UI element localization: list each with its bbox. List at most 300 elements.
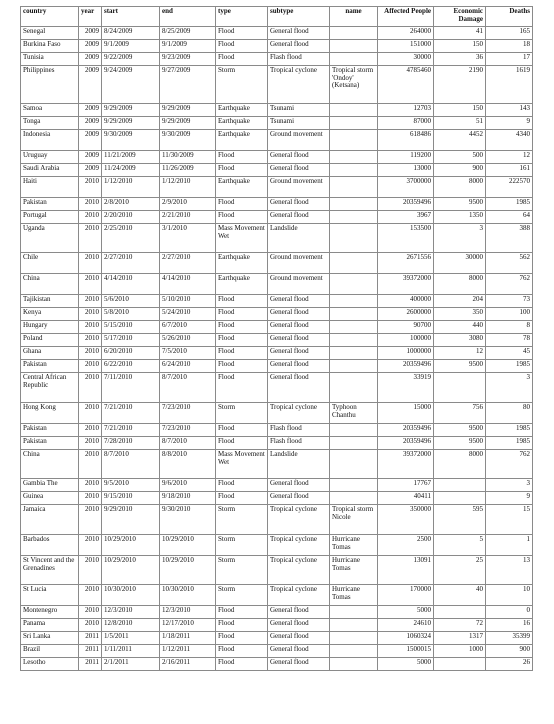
cell-economic-damage (434, 479, 486, 492)
cell-end: 6/7/2010 (160, 321, 216, 334)
cell-affected-people: 2671556 (378, 253, 434, 274)
cell-deaths: 9 (486, 117, 533, 130)
cell-economic-damage: 204 (434, 295, 486, 308)
cell-deaths: 16 (486, 619, 533, 632)
cell-end: 11/26/2009 (160, 164, 216, 177)
cell-year: 2009 (79, 130, 102, 151)
cell-year: 2009 (79, 164, 102, 177)
table-row (21, 130, 533, 151)
cell-start: 8/7/2010 (102, 450, 160, 479)
cell-deaths: 1619 (486, 66, 533, 104)
cell-start: 11/21/2009 (102, 151, 160, 164)
cell-end: 8/7/2010 (160, 437, 216, 450)
cell-affected-people: 20359496 (378, 424, 434, 437)
cell-deaths: 900 (486, 645, 533, 658)
cell-country: Indonesia (21, 130, 79, 151)
cell-deaths: 165 (486, 27, 533, 40)
cell-type: Flood (216, 295, 268, 308)
cell-end: 12/3/2010 (160, 606, 216, 619)
cell-type: Flood (216, 424, 268, 437)
cell-end: 11/30/2009 (160, 151, 216, 164)
cell-year: 2010 (79, 224, 102, 253)
cell-end: 9/30/2009 (160, 130, 216, 151)
cell-country: Burkina Faso (21, 40, 79, 53)
cell-name (330, 373, 378, 403)
cell-start: 6/20/2010 (102, 347, 160, 360)
cell-country: Tonga (21, 117, 79, 130)
cell-name: Hurricane Tomas (330, 585, 378, 606)
cell-name: Hurricane Tomas (330, 535, 378, 556)
cell-end: 6/24/2010 (160, 360, 216, 373)
cell-country: Brazil (21, 645, 79, 658)
cell-country: Barbados (21, 535, 79, 556)
cell-type: Flood (216, 492, 268, 505)
cell-start: 10/29/2010 (102, 535, 160, 556)
cell-affected-people: 2500 (378, 535, 434, 556)
cell-year: 2010 (79, 177, 102, 198)
cell-end: 7/23/2010 (160, 424, 216, 437)
cell-start: 7/28/2010 (102, 437, 160, 450)
cell-subtype: Tropical cyclone (268, 556, 330, 585)
cell-economic-damage: 40 (434, 585, 486, 606)
cell-deaths: 0 (486, 606, 533, 619)
cell-end: 1/12/2011 (160, 645, 216, 658)
cell-economic-damage: 8000 (434, 177, 486, 198)
cell-name (330, 347, 378, 360)
table-row (21, 450, 533, 479)
header-economic-damage: Economic Damage (434, 7, 486, 27)
cell-year: 2009 (79, 151, 102, 164)
cell-type: Flood (216, 334, 268, 347)
cell-economic-damage: 9500 (434, 198, 486, 211)
cell-name (330, 177, 378, 198)
cell-start: 9/5/2010 (102, 479, 160, 492)
cell-name (330, 437, 378, 450)
cell-year: 2010 (79, 450, 102, 479)
cell-year: 2010 (79, 373, 102, 403)
table-row (21, 253, 533, 274)
cell-affected-people: 20359496 (378, 360, 434, 373)
cell-economic-damage: 41 (434, 27, 486, 40)
cell-affected-people: 119200 (378, 151, 434, 164)
cell-end: 2/9/2010 (160, 198, 216, 211)
cell-subtype: Ground movement (268, 130, 330, 151)
header-affected-people: Affected People (378, 7, 434, 27)
cell-type: Flood (216, 211, 268, 224)
cell-type: Flood (216, 347, 268, 360)
cell-year: 2010 (79, 505, 102, 535)
cell-year: 2010 (79, 479, 102, 492)
cell-name (330, 645, 378, 658)
cell-deaths: 762 (486, 274, 533, 295)
cell-deaths: 1 (486, 535, 533, 556)
cell-start: 7/11/2010 (102, 373, 160, 403)
cell-subtype: Landslide (268, 450, 330, 479)
cell-start: 1/11/2011 (102, 645, 160, 658)
cell-start: 10/30/2010 (102, 585, 160, 606)
cell-subtype: Tropical cyclone (268, 585, 330, 606)
cell-year: 2009 (79, 117, 102, 130)
cell-affected-people: 3967 (378, 211, 434, 224)
cell-name: Hurricane Tomas (330, 556, 378, 585)
header-end: end (160, 7, 216, 27)
table-row (21, 556, 533, 585)
cell-year: 2010 (79, 360, 102, 373)
cell-country: Samoa (21, 104, 79, 117)
cell-end: 10/29/2010 (160, 535, 216, 556)
cell-subtype: Tropical cyclone (268, 403, 330, 424)
table-row (21, 53, 533, 66)
cell-affected-people: 17767 (378, 479, 434, 492)
cell-type: Flood (216, 373, 268, 403)
cell-start: 5/15/2010 (102, 321, 160, 334)
cell-economic-damage: 5 (434, 535, 486, 556)
cell-year: 2009 (79, 66, 102, 104)
cell-subtype: Flash flood (268, 437, 330, 450)
cell-year: 2010 (79, 437, 102, 450)
cell-type: Flood (216, 321, 268, 334)
cell-country: Chile (21, 253, 79, 274)
cell-economic-damage: 350 (434, 308, 486, 321)
cell-affected-people: 151000 (378, 40, 434, 53)
cell-name (330, 492, 378, 505)
cell-subtype: Ground movement (268, 177, 330, 198)
cell-name (330, 130, 378, 151)
cell-start: 2/20/2010 (102, 211, 160, 224)
cell-type: Flood (216, 619, 268, 632)
cell-subtype: General flood (268, 40, 330, 53)
cell-subtype: Tsunami (268, 104, 330, 117)
cell-start: 9/1/2009 (102, 40, 160, 53)
cell-deaths: 17 (486, 53, 533, 66)
table-row (21, 535, 533, 556)
cell-start: 12/3/2010 (102, 606, 160, 619)
cell-deaths: 1985 (486, 360, 533, 373)
cell-type: Flood (216, 151, 268, 164)
cell-start: 7/21/2010 (102, 424, 160, 437)
table-row (21, 585, 533, 606)
cell-type: Earthquake (216, 130, 268, 151)
cell-type: Flood (216, 198, 268, 211)
cell-start: 9/29/2009 (102, 117, 160, 130)
cell-economic-damage: 756 (434, 403, 486, 424)
cell-affected-people: 39372000 (378, 450, 434, 479)
cell-end: 12/17/2010 (160, 619, 216, 632)
cell-name: Tropical storm Nicole (330, 505, 378, 535)
cell-subtype: General flood (268, 334, 330, 347)
table-row (21, 645, 533, 658)
cell-start: 9/24/2009 (102, 66, 160, 104)
cell-year: 2010 (79, 424, 102, 437)
cell-country: Philippines (21, 66, 79, 104)
cell-country: Ghana (21, 347, 79, 360)
cell-economic-damage: 8000 (434, 274, 486, 295)
cell-affected-people: 5000 (378, 606, 434, 619)
cell-subtype: General flood (268, 164, 330, 177)
cell-year: 2010 (79, 321, 102, 334)
cell-end: 7/23/2010 (160, 403, 216, 424)
cell-name (330, 104, 378, 117)
header-row (21, 7, 533, 27)
cell-deaths: 8 (486, 321, 533, 334)
cell-deaths: 762 (486, 450, 533, 479)
cell-economic-damage: 51 (434, 117, 486, 130)
cell-economic-damage: 1350 (434, 211, 486, 224)
cell-end: 9/18/2010 (160, 492, 216, 505)
cell-economic-damage: 30000 (434, 253, 486, 274)
header-type: type (216, 7, 268, 27)
cell-country: Pakistan (21, 198, 79, 211)
cell-name (330, 606, 378, 619)
cell-start: 2/25/2010 (102, 224, 160, 253)
table-row (21, 479, 533, 492)
cell-affected-people: 1060324 (378, 632, 434, 645)
cell-economic-damage: 150 (434, 40, 486, 53)
cell-subtype: General flood (268, 373, 330, 403)
cell-country: Tunisia (21, 53, 79, 66)
table-row (21, 658, 533, 671)
cell-subtype: General flood (268, 606, 330, 619)
cell-type: Flood (216, 360, 268, 373)
cell-subtype: Tropical cyclone (268, 535, 330, 556)
cell-year: 2010 (79, 198, 102, 211)
cell-year: 2010 (79, 308, 102, 321)
table-row (21, 360, 533, 373)
cell-name (330, 198, 378, 211)
table-row (21, 492, 533, 505)
cell-affected-people: 100000 (378, 334, 434, 347)
cell-end: 7/5/2010 (160, 347, 216, 360)
cell-deaths: 26 (486, 658, 533, 671)
cell-year: 2009 (79, 104, 102, 117)
cell-end: 3/1/2010 (160, 224, 216, 253)
cell-affected-people: 3700000 (378, 177, 434, 198)
cell-name (330, 360, 378, 373)
cell-affected-people: 1500015 (378, 645, 434, 658)
cell-year: 2009 (79, 27, 102, 40)
cell-end: 9/6/2010 (160, 479, 216, 492)
cell-name (330, 321, 378, 334)
cell-name (330, 224, 378, 253)
cell-country: Uganda (21, 224, 79, 253)
cell-deaths: 12 (486, 151, 533, 164)
cell-deaths: 1985 (486, 424, 533, 437)
cell-start: 12/8/2010 (102, 619, 160, 632)
cell-country: Haiti (21, 177, 79, 198)
cell-economic-damage: 36 (434, 53, 486, 66)
cell-start: 2/8/2010 (102, 198, 160, 211)
table-row (21, 164, 533, 177)
table-row (21, 632, 533, 645)
cell-economic-damage: 9500 (434, 437, 486, 450)
cell-country: Guinea (21, 492, 79, 505)
cell-country: China (21, 274, 79, 295)
cell-affected-people: 39372000 (378, 274, 434, 295)
cell-type: Flood (216, 632, 268, 645)
cell-country: Pakistan (21, 360, 79, 373)
cell-type: Flood (216, 437, 268, 450)
cell-year: 2010 (79, 334, 102, 347)
cell-deaths: 45 (486, 347, 533, 360)
cell-affected-people: 170000 (378, 585, 434, 606)
cell-deaths: 10 (486, 585, 533, 606)
cell-year: 2009 (79, 40, 102, 53)
cell-affected-people: 153500 (378, 224, 434, 253)
cell-year: 2010 (79, 274, 102, 295)
cell-type: Storm (216, 505, 268, 535)
cell-name (330, 151, 378, 164)
cell-year: 2011 (79, 658, 102, 671)
cell-subtype: General flood (268, 27, 330, 40)
cell-subtype: General flood (268, 308, 330, 321)
cell-year: 2010 (79, 606, 102, 619)
table-row (21, 321, 533, 334)
cell-start: 9/15/2010 (102, 492, 160, 505)
cell-subtype: Ground movement (268, 253, 330, 274)
cell-type: Storm (216, 403, 268, 424)
cell-type: Earthquake (216, 104, 268, 117)
table-row (21, 274, 533, 295)
cell-affected-people: 90700 (378, 321, 434, 334)
table-row (21, 40, 533, 53)
cell-start: 1/12/2010 (102, 177, 160, 198)
cell-name (330, 479, 378, 492)
cell-end: 5/26/2010 (160, 334, 216, 347)
table-row (21, 308, 533, 321)
cell-name (330, 164, 378, 177)
table-body (21, 27, 533, 671)
cell-type: Mass Movement Wet (216, 450, 268, 479)
cell-economic-damage (434, 606, 486, 619)
cell-subtype: General flood (268, 360, 330, 373)
cell-end: 1/18/2011 (160, 632, 216, 645)
cell-economic-damage: 9500 (434, 360, 486, 373)
cell-deaths: 4340 (486, 130, 533, 151)
header-start: start (102, 7, 160, 27)
cell-affected-people: 30000 (378, 53, 434, 66)
table-row (21, 606, 533, 619)
cell-type: Flood (216, 164, 268, 177)
header-name: name (330, 7, 378, 27)
cell-end: 9/1/2009 (160, 40, 216, 53)
cell-economic-damage: 9500 (434, 424, 486, 437)
cell-name (330, 619, 378, 632)
cell-deaths: 64 (486, 211, 533, 224)
cell-type: Flood (216, 606, 268, 619)
cell-subtype: Flash flood (268, 424, 330, 437)
cell-country: Hong Kong (21, 403, 79, 424)
cell-end: 2/27/2010 (160, 253, 216, 274)
cell-end: 5/10/2010 (160, 295, 216, 308)
cell-name (330, 424, 378, 437)
cell-start: 5/17/2010 (102, 334, 160, 347)
cell-economic-damage: 25 (434, 556, 486, 585)
cell-subtype: General flood (268, 347, 330, 360)
cell-end: 8/25/2009 (160, 27, 216, 40)
cell-year: 2010 (79, 295, 102, 308)
cell-subtype: General flood (268, 211, 330, 224)
cell-subtype: General flood (268, 645, 330, 658)
cell-type: Earthquake (216, 253, 268, 274)
cell-deaths: 143 (486, 104, 533, 117)
cell-name (330, 211, 378, 224)
cell-year: 2009 (79, 53, 102, 66)
cell-affected-people: 33919 (378, 373, 434, 403)
cell-year: 2010 (79, 492, 102, 505)
cell-economic-damage: 1317 (434, 632, 486, 645)
cell-country: St Lucia (21, 585, 79, 606)
cell-affected-people: 20359496 (378, 198, 434, 211)
cell-country: Portugal (21, 211, 79, 224)
cell-start: 11/24/2009 (102, 164, 160, 177)
cell-affected-people: 350000 (378, 505, 434, 535)
cell-type: Earthquake (216, 117, 268, 130)
cell-year: 2010 (79, 556, 102, 585)
cell-affected-people: 12703 (378, 104, 434, 117)
cell-end: 4/14/2010 (160, 274, 216, 295)
cell-start: 9/30/2009 (102, 130, 160, 151)
cell-start: 9/29/2010 (102, 505, 160, 535)
cell-subtype: General flood (268, 632, 330, 645)
cell-name (330, 40, 378, 53)
cell-name: Typhoon Chanthu (330, 403, 378, 424)
table-row (21, 373, 533, 403)
cell-type: Mass Movement Wet (216, 224, 268, 253)
cell-end: 9/23/2009 (160, 53, 216, 66)
cell-type: Storm (216, 535, 268, 556)
cell-affected-people: 618486 (378, 130, 434, 151)
header-country: country (21, 7, 79, 27)
cell-start: 2/1/2011 (102, 658, 160, 671)
cell-deaths: 388 (486, 224, 533, 253)
cell-deaths: 78 (486, 334, 533, 347)
cell-start: 9/22/2009 (102, 53, 160, 66)
cell-economic-damage: 500 (434, 151, 486, 164)
cell-deaths: 1985 (486, 437, 533, 450)
cell-subtype: Tropical cyclone (268, 66, 330, 104)
cell-name (330, 308, 378, 321)
cell-type: Flood (216, 645, 268, 658)
cell-start: 4/14/2010 (102, 274, 160, 295)
cell-year: 2010 (79, 535, 102, 556)
cell-start: 5/6/2010 (102, 295, 160, 308)
table-row (21, 334, 533, 347)
table-row (21, 177, 533, 198)
cell-type: Storm (216, 585, 268, 606)
cell-year: 2010 (79, 211, 102, 224)
cell-name (330, 53, 378, 66)
cell-type: Earthquake (216, 177, 268, 198)
cell-country: Kenya (21, 308, 79, 321)
cell-country: Lesotho (21, 658, 79, 671)
disaster-events-table (20, 6, 533, 671)
cell-economic-damage: 150 (434, 104, 486, 117)
header-year: year (79, 7, 102, 27)
cell-economic-damage (434, 658, 486, 671)
cell-year: 2010 (79, 347, 102, 360)
cell-subtype: Tsunami (268, 117, 330, 130)
cell-name (330, 334, 378, 347)
cell-country: Senegal (21, 27, 79, 40)
header-subtype: subtype (268, 7, 330, 27)
table-row (21, 224, 533, 253)
table-row (21, 117, 533, 130)
cell-country: Uruguay (21, 151, 79, 164)
cell-end: 10/29/2010 (160, 556, 216, 585)
cell-economic-damage: 3 (434, 224, 486, 253)
table-row (21, 403, 533, 424)
cell-start: 9/29/2009 (102, 104, 160, 117)
